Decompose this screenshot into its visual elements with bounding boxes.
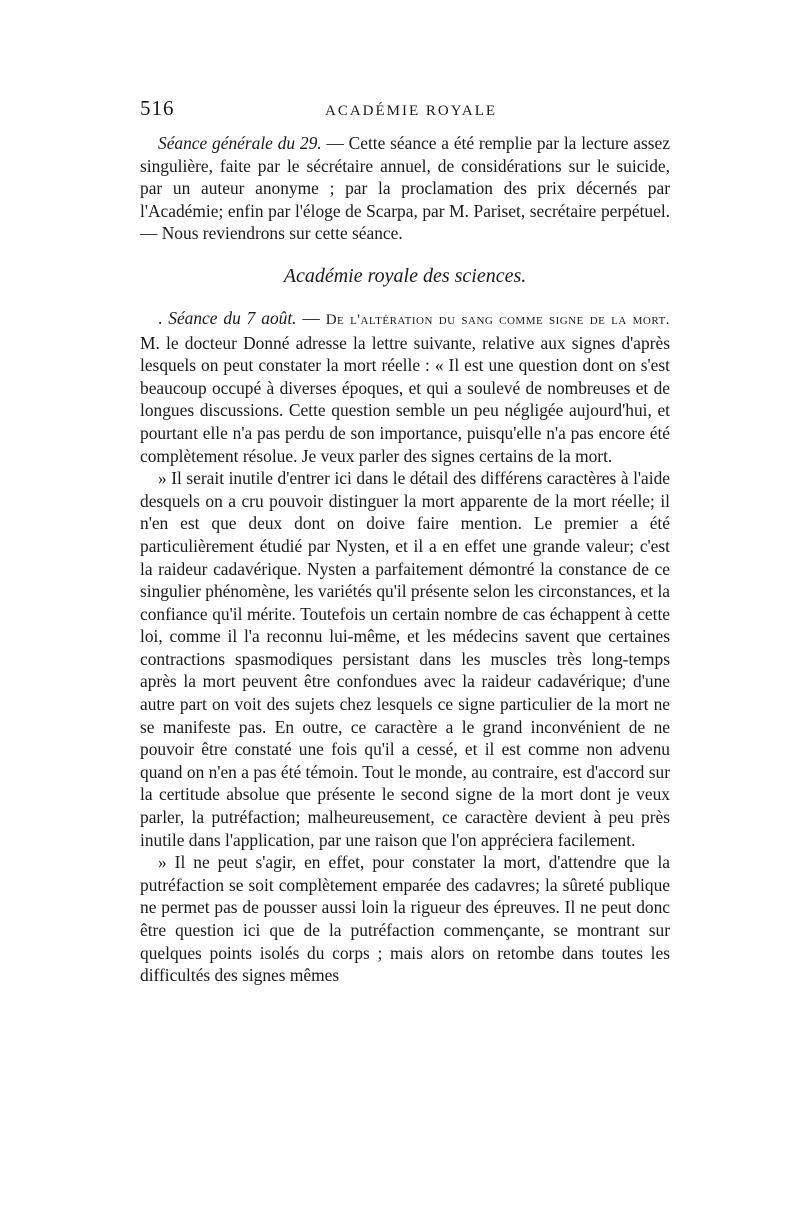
session-lead: Séance du 7 août. <box>168 307 297 328</box>
article-title: De l'altération du sang comme signe de la mort. <box>325 311 670 328</box>
paragraph-seance-generale <box>140 132 670 245</box>
page-number: 516 <box>140 96 175 120</box>
dash: — <box>296 307 326 328</box>
paragraph-prefix: . <box>158 307 169 328</box>
paragraph-putrefaction: » Il ne peut s'agir, en effet, pour constater la mort, d'attendre que la putréfaction se soit complètement emparée des cadavres; la sûreté publique ne permet pas de pousser aussi loin la rigueur des épreuves. Il ne peut donc être question ici que de la putréfaction commençante, se montrant sur quelques points isolés du corps ; mais alors on retombe dans toutes les difficultés des signes mêmes <box>140 852 670 986</box>
paragraph-text: — Cette séance a été remplie par la lecture assez singulière, faite par le sécrétaire annuel, de considérations sur le suicide, par un auteur anonyme ; par la proclamation des prix décernés par l'Académie; enfin par l'éloge de Scarpa, par M. Pariset, secrétaire perpétuel. — Nous reviendrons sur cette séance. <box>140 133 670 244</box>
book-page <box>140 96 670 987</box>
running-header <box>140 96 670 132</box>
paragraph-seance-7-aout <box>140 307 670 467</box>
session-lead: Séance générale du 29. <box>158 133 322 153</box>
section-heading: Académie royale des sciences. <box>283 264 527 287</box>
running-title: ACADÉMIE ROYALE <box>325 103 498 119</box>
paragraph-text: M. le docteur Donné adresse la lettre suivante, relative aux signes d'après lesquels on peut constater la mort réelle : « Il est une question dont on s'est beaucoup occupé à diverses époques, et qui a soulevé de nombreuses et de longues discussions. Cette question semble un peu négligée aujourd'hui, et pourtant elle n'a pas perdu de son importance, puisqu'elle n'a pas encore été complètement résolue. Je veux parler des signes certains de la mort. <box>140 332 670 466</box>
paragraph-nysten: » Il serait inutile d'entrer ici dans le détail des différens caractères à l'aide desquels on a cru pouvoir distinguer la mort apparente de la mort réelle; il n'en est que deux dont on doive faire mention. Le premier a été particulièrement étudié par Nysten, et il a en effet une grande valeur; c'est la raideur cadavérique. Nysten a parfaitement démontré la constance de ce singulier phénomène, les variétés qu'il présente selon les circonstances, et la confiance qu'il mérite. Toutefois un certain nombre de cas échappent à cette loi, comme il l'a reconnu lui-même, et les médecins savent que certaines contractions spasmodiques persistant dans les muscles très long-temps après la mort peuvent être confondues avec la raideur cadavérique; d'une autre part on voit des sujets chez lesquels ce signe particulier de la mort ne se manifeste pas. En outre, ce caractère a le grand inconvénient de ne pouvoir être constaté une fois qu'il a cessé, et il est comme non advenu quand on n'en a pas été témoin. Tout le monde, au contraire, est d'accord sur la certitude absolue que présente le second signe de la mort dont je veux parler, la putréfaction; malheureusement, ce caractère devient à peu près inutile dans l'application, par une raison que l'on appréciera facilement. <box>140 468 670 850</box>
